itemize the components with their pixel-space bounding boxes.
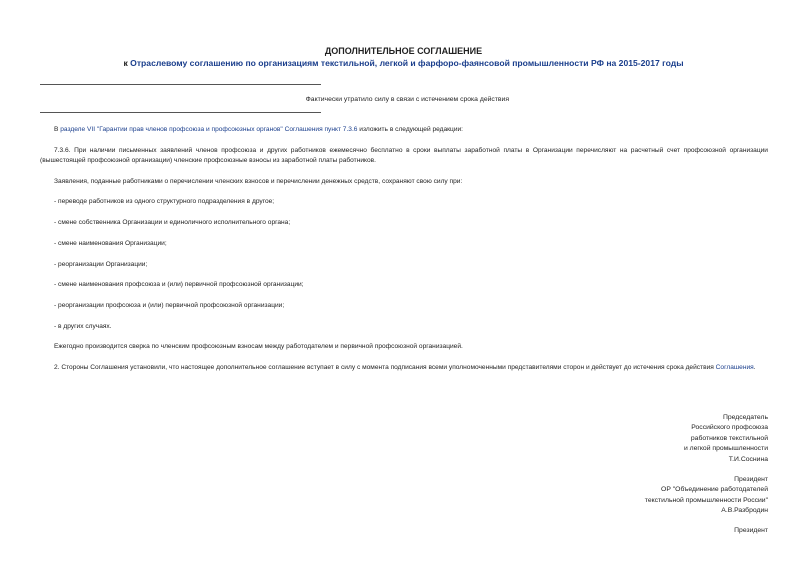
signature-line: текстильной промышленности России" xyxy=(644,496,768,504)
status-note: Фактически утратило силу в связи с истечением срока действия xyxy=(305,96,509,103)
list-item: - смене собственника Организации и единоличного исполнительного органа; xyxy=(54,219,291,226)
signature-line: Российского профсоюза xyxy=(691,424,768,432)
annual-check-paragraph: Ежегодно производится сверка по членским профсоюзным взносам между работодателем и первичной профсоюзной организацией. xyxy=(54,343,463,350)
list-item: - реорганизации профсоюза и (или) первичной профсоюзной организации; xyxy=(54,302,285,309)
signature-line: Президент xyxy=(734,527,768,534)
intro-after: изложить в следующей редакции: xyxy=(357,126,464,133)
signature-line: Председатель xyxy=(723,414,768,421)
signature-name: Т.И.Соснина xyxy=(728,455,768,463)
statements-intro: Заявления, поданные работниками о перечислении членских взносов и перечислении денежных средств, сохраняют свою силу при: xyxy=(54,178,463,185)
signature-block-union xyxy=(568,413,768,465)
signature-line: Президент xyxy=(734,476,768,483)
agreement-link[interactable]: Соглашения xyxy=(715,364,754,371)
section-vii-link[interactable]: разделе VII "Гарантии прав членов профсоюза и профсоюзных органов" Соглашения пункт 7.3.6 xyxy=(60,126,358,133)
clause-7-3-6: 7.3.6. При наличии письменных заявлений членов профсоюза и других работников ежемесячно бесплатно в сроки выплаты заработной платы в Организации перечисляют на расчетный счет профсоюзной организации (вышестоящей профсоюзной организации) членские профсоюзные взносы из заработной платы работников. xyxy=(40,147,768,164)
list-item: - переводе работников из одного структурного подразделения в другое; xyxy=(54,198,275,205)
divider-top xyxy=(40,84,321,85)
signature-block-employers xyxy=(568,475,768,517)
clause-2-text: 2. Стороны Соглашения установили, что настоящее дополнительное соглашение вступает в силу с момента подписания всеми уполномоченными представителями сторон и действует до истечения срока действия xyxy=(54,364,716,371)
signature-block-third xyxy=(568,526,768,536)
list-item: - реорганизации Организации; xyxy=(54,261,148,268)
document-title: ДОПОЛНИТЕЛЬНОЕ СОГЛАШЕНИЕ xyxy=(324,46,483,56)
signature-name: А.В.Разбродин xyxy=(721,507,768,515)
clause-2-end: . xyxy=(753,364,756,371)
signature-line: работников текстильной xyxy=(690,434,768,442)
subtitle-agreement-link[interactable]: Отраслевому соглашению по организациям текстильной, легкой и фарфоро-фаянсовой промышленности РФ на 2015-2017 годы xyxy=(130,58,684,68)
clause-2-paragraph xyxy=(40,363,768,373)
divider-bottom xyxy=(40,112,321,113)
intro-before: В xyxy=(54,126,61,133)
signature-line: и легкой промышленности xyxy=(683,445,768,453)
list-item: - смене наименования Организации; xyxy=(54,240,167,247)
list-item: - в других случаях. xyxy=(54,323,112,330)
signature-line: ОР "Объединение работодателей xyxy=(661,486,768,494)
subtitle-prefix: к xyxy=(123,58,131,68)
document-subtitle xyxy=(0,58,807,68)
intro-paragraph xyxy=(40,125,768,135)
list-item: - смене наименования профсоюза и (или) первичной профсоюзной организации; xyxy=(54,281,304,288)
